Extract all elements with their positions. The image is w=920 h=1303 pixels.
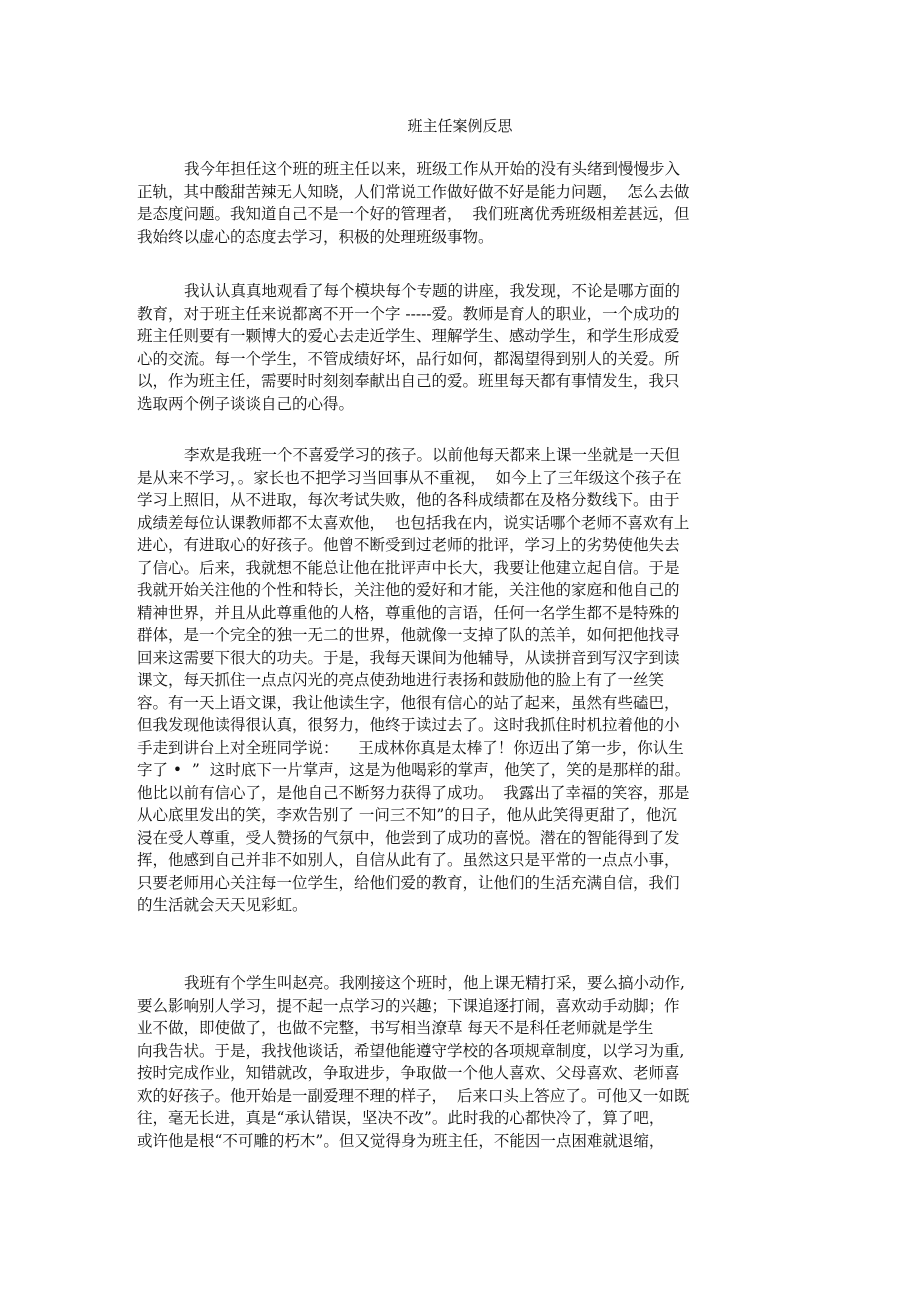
paragraph-line: 或许他是根“不可雕的朽木”。但又觉得身为班主任，不能因一点困难就退缩， (137, 1131, 665, 1150)
paragraph-line: 心的交流。每一个学生，不管成绩好坏，品行如何，都渴望得到别人的关爱。所 (137, 349, 680, 368)
paragraph-line: 以，作为班主任，需要时时刻刻奉献出自己的爱。班里每天都有事情发生，我只 (137, 372, 680, 390)
paragraph-line: 回来这需要下很大的功夫。于是，我每天课间为他辅导，从读拼音到写汉字到读 (137, 648, 680, 667)
paragraph-line: 班主任则要有一颗博大的爱心去走近学生、理解学生、感动学生，和学生形成爱 (137, 327, 680, 345)
paragraph-line: 李欢是我班一个不喜爱学习的孩子。以前他每天都来上课一坐就是一天但 (184, 446, 681, 464)
document-title: 班主任案例反思 (407, 117, 513, 135)
paragraph-line: 挥，他感到自己并非不如别人，自信从此有了。虽然这只是平常的一点点小事， (137, 851, 680, 869)
paragraph-line: 了信心。后来，我就想不能总让他在批评声中长大，我要让他建立起自信。于是 (137, 558, 680, 577)
paragraph-line: 他比以前有信心了，是他自己不断努力获得了成功。 我露出了幸福的笑容，那是 (137, 783, 690, 802)
paragraph-line: 我认认真真地观看了每个模块每个专题的讲座，我发现，不论是哪方面的 (184, 282, 681, 300)
paragraph-line: 的生活就会天天见彩虹。 (137, 896, 308, 914)
paragraph-line: 是态度问题。我知道自己不是一个好的管理者， 我们班离优秀班级相差甚远，但 (137, 205, 690, 223)
paragraph-line: 是从来不学习，。家长也不把学习当回事从不重视， 如今上了三年级这个孩子在 (137, 468, 682, 487)
paragraph-line: 进心，有进取心的好孩子。他曾不断受到过老师的批评，学习上的劣势使他失去 (137, 536, 680, 554)
paragraph-line: 但我发现他读得很认真，很努力，他终于读过去了。这时我抓住时机拉着他的小 (137, 716, 680, 734)
paragraph-line: 课文，每天抓住一点点闪光的亮点使劲地进行表扬和鼓励他的脸上有了一丝笑 (137, 671, 665, 689)
paragraph-line: 学习上照旧，从不进取，每次考试失败，他的各科成绩都在及格分数线下。由于 (137, 491, 680, 509)
paragraph-line: 手走到讲台上对全班同学说： 王成林你真是太棒了！你迈出了第一步，你认生 (137, 738, 684, 757)
paragraph-line: 向我告状。于是，我找他谈话，希望他能遵守学校的各项规章制度，以学习为重, (137, 1041, 685, 1060)
paragraph-line: 要么影响别人学习，提不起一点学习的兴趣；下课追逐打闹，喜欢动手动脚；作 (137, 996, 680, 1015)
paragraph-line: 容。有一天上语文课，我让他读生字，他很有信心的站了起来，虽然有些磕巴， (137, 693, 680, 712)
paragraph-line: 欢的好孩子。他开始是一副爱理不理的样子， 后来口头上答应了。可他又一如既 (137, 1086, 690, 1105)
paragraph-line: 我班有个学生叫赵亮。我刚接这个班时，他上课无精打采，要么搞小动作, (184, 974, 685, 992)
paragraph-line: 正轨，其中酸甜苦辣无人知晓，人们常说工作做好做不好是能力问题， 怎么去做 (137, 182, 690, 201)
paragraph-line: 字了 • ” 这时底下一片掌声，这是为他喝彩的掌声，他笑了，笑的是那样的甜。 (137, 761, 691, 779)
paragraph-line: 只要老师用心关注每一位学生，给他们爱的教育，让他们的生活充满自信，我们 (137, 873, 680, 892)
paragraph-line: 从心底里发出的笑，李欢告别了 一问三不知”的日子，他从此笑得更甜了，他沉 (137, 806, 677, 824)
paragraph-line: 浸在受人尊重，受人赞扬的气氛中，他尝到了成功的喜悦。潜在的智能得到了发 (137, 828, 680, 847)
paragraph-line: 我今年担任这个班的班主任以来，班级工作从开始的没有头绪到慢慢步入 (184, 160, 681, 178)
paragraph-line: 按时完成作业，知错就改，争取进步，争取做一个他人喜欢、父母喜欢、老师喜 (137, 1064, 680, 1082)
paragraph-line: 往，毫无长进，真是“承认错误，坚决不改”。此时我的心都快冷了，算了吧， (137, 1109, 665, 1127)
paragraph-line: 选取两个例子谈谈自己的心得。 (137, 394, 355, 413)
paragraph-line: 我就开始关注他的个性和特长，关注他的爱好和才能，关注他的家庭和他自己的 (137, 581, 680, 599)
paragraph-line: 群体，是一个完全的独一无二的世界，他就像一支掉了队的羔羊，如何把他找寻 (137, 626, 680, 644)
paragraph-line: 教育，对于班主任来说都离不开一个字 -----爱。教师是育人的职业，一个成功的 (137, 304, 680, 323)
paragraph-line: 业不做，即使做了，也做不完整，书写相当潦草 每天不是科任老师就是学生 (137, 1019, 654, 1037)
paragraph-line: 我始终以虚心的态度去学习，积极的处理班级事物。 (137, 227, 494, 246)
paragraph-line: 成绩差每位认课教师都不太喜欢他， 也包括我在内，说实话哪个老师不喜欢有上 (137, 513, 690, 532)
paragraph-line: 精神世界，并且从此尊重他的人格，尊重他的言语，任何一名学生都不是特殊的 (137, 603, 680, 622)
